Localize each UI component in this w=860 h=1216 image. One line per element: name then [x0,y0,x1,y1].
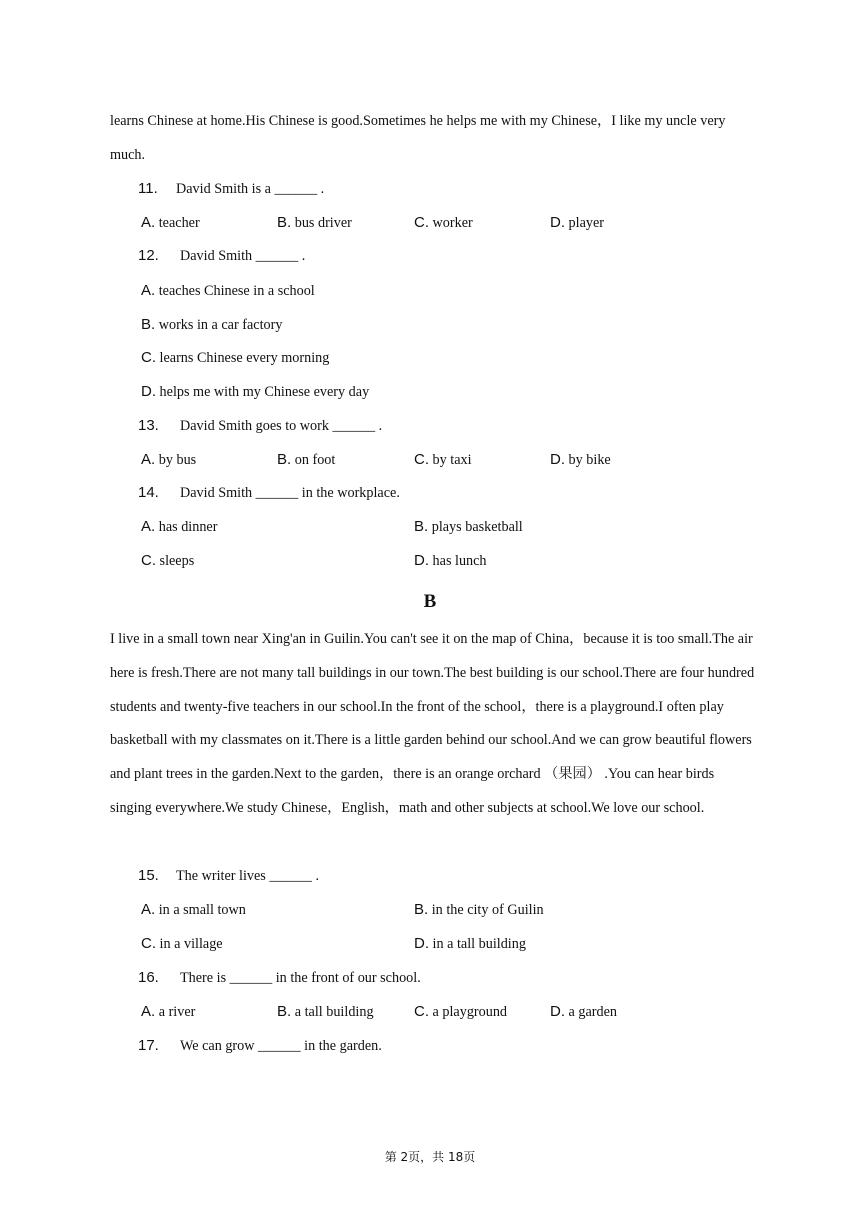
question-17 [138,1036,382,1056]
option-15-c: C. in a village [141,935,223,952]
option-12-b: B. works in a car factory [141,316,283,333]
question-number: 17. [138,1037,159,1054]
option-15-b: B. in the city of Guilin [414,901,544,918]
option-11-b: B. bus driver [277,214,352,231]
option-13-b: B. on foot [277,451,336,468]
option-16-a: A. a river [141,1003,196,1020]
option-15-a: A. in a small town [141,901,246,918]
option-12-c: C. learns Chinese every morning [141,349,330,366]
option-12-a: A. teaches Chinese in a school [141,282,315,299]
question-number: 15. [138,867,159,884]
option-16-d: D. a garden [550,1003,617,1020]
question-stem: David Smith ______ . [180,248,306,264]
question-14 [138,483,400,503]
question-number: 12. [138,247,159,264]
question-number: 11. [138,180,158,197]
question-16 [138,968,421,988]
question-15 [138,866,319,886]
question-11 [138,179,324,199]
question-number: 16. [138,969,159,986]
question-stem: David Smith ______ in the workplace. [180,485,400,501]
option-14-c: C. sleeps [141,552,195,569]
option-14-b: B. plays basketball [414,518,523,535]
option-15-d: D. in a tall building [414,935,526,952]
question-stem: There is ______ in the front of our school. [180,970,421,986]
question-number: 13. [138,417,159,434]
question-stem: The writer lives ______ . [176,868,320,884]
option-13-d: D. by bike [550,451,611,468]
option-11-c: C. worker [414,214,473,231]
option-13-a: A. by bus [141,451,197,468]
option-13-c: C. by taxi [414,451,472,468]
question-stem: David Smith is a ______ . [176,181,325,197]
passage-a-continuation: learns Chinese at home.His Chinese is good.Sometimes he helps me with my Chinese，I like my uncle very much. [110,113,726,163]
option-16-c: C. a playground [414,1003,508,1020]
question-stem: We can grow ______ in the garden. [180,1038,382,1054]
option-11-d: D. player [550,214,604,231]
option-11-a: A. teacher [141,214,200,231]
section-b-title: B [423,591,437,612]
question-number: 14. [138,484,159,501]
page-footer: 第 2页，共 18页 [384,1150,476,1164]
option-14-a: A. has dinner [141,518,218,535]
option-16-b: B. a tall building [277,1003,374,1020]
question-12 [138,246,305,266]
passage-b: I live in a small town near Xing'an in Guilin.You can't see it on the map of China，because it is too small.The air here is fresh.There are not many tall buildings in our town.The best building is our school.There are four hundred students and twenty-five teachers in our school.In the front of the school，there is a playground.I often play basketball with my classmates on it.There is a little garden behind our school.And we can grow beautiful flowers and plant trees in the garden.Next to the garden，there is an orange orchard （果园） .You can hear birds singing everywhere.We study Chinese，English，math and other subjects at school.We love our school. [110,631,755,816]
question-13 [138,416,382,436]
option-12-d: D. helps me with my Chinese every day [141,383,370,400]
option-14-d: D. has lunch [414,552,487,569]
question-stem: David Smith goes to work ______ . [180,418,383,434]
